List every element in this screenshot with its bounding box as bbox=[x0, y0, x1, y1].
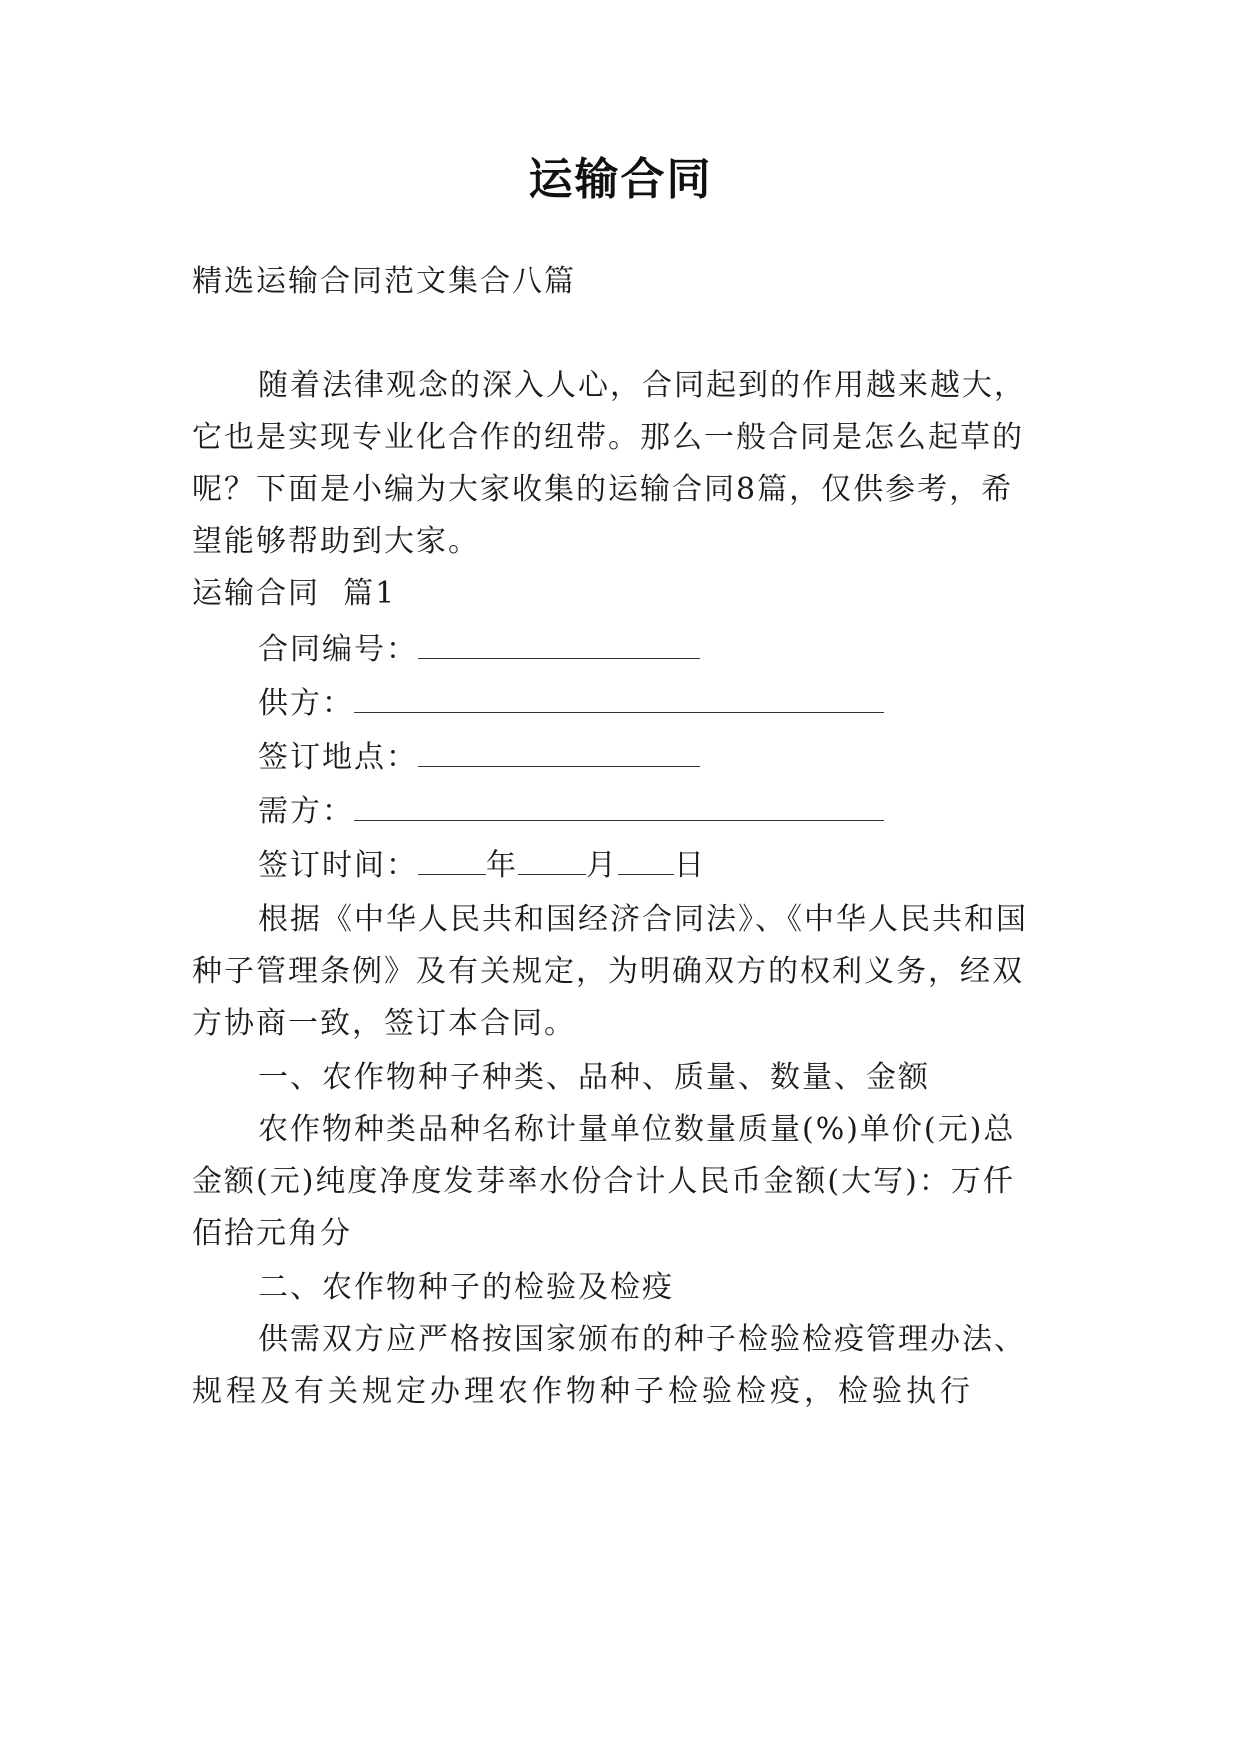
buyer-field bbox=[258, 792, 884, 832]
sign-place-blank bbox=[418, 738, 700, 767]
subtitle: 精选运输合同范文集合八篇 bbox=[192, 264, 576, 299]
clause1-line-2: 金额(元)纯度净度发芽率水份合计人民币金额(大写)：万仟 bbox=[192, 1164, 1015, 1199]
month-blank bbox=[518, 846, 586, 875]
supplier-field bbox=[258, 684, 884, 724]
clause1-line-1: 农作物种类品种名称计量单位数量质量(%)单价(元)总 bbox=[258, 1112, 1016, 1147]
contract-number-blank bbox=[418, 630, 700, 659]
clause1-heading: 一、农作物种子种类、品种、质量、数量、金额 bbox=[258, 1060, 930, 1095]
contract-number-field bbox=[258, 630, 700, 670]
intro-line-2: 它也是实现专业化合作的纽带。那么一般合同是怎么起草的 bbox=[192, 420, 1024, 455]
sign-place-field bbox=[258, 738, 700, 778]
year-blank bbox=[418, 846, 486, 875]
basis-line-3: 方协商一致，签订本合同。 bbox=[192, 1006, 576, 1041]
clause2-heading: 二、农作物种子的检验及检疫 bbox=[258, 1270, 674, 1305]
section-heading: 运输合同 篇1 bbox=[192, 576, 397, 611]
month-label: 月 bbox=[586, 848, 618, 883]
basis-line-1: 根据《中华人民共和国经济合同法》、《中华人民共和国 bbox=[258, 902, 1028, 937]
clause2-line-1: 供需双方应严格按国家颁布的种子检验检疫管理办法、 bbox=[258, 1322, 1026, 1357]
buyer-blank bbox=[354, 792, 884, 821]
intro-line-3: 呢？下面是小编为大家收集的运输合同8篇，仅供参考，希 bbox=[192, 472, 1014, 507]
contract-number-label: 合同编号： bbox=[258, 632, 418, 667]
sign-time-field bbox=[258, 846, 706, 886]
document-title: 运输合同 bbox=[528, 154, 713, 205]
buyer-label: 需方： bbox=[258, 794, 354, 829]
sign-place-label: 签订地点： bbox=[258, 740, 418, 775]
intro-line-4: 望能够帮助到大家。 bbox=[192, 524, 480, 559]
intro-line-1: 随着法律观念的深入人心，合同起到的作用越来越大， bbox=[258, 368, 1026, 403]
year-label: 年 bbox=[486, 848, 518, 883]
day-blank bbox=[618, 846, 674, 875]
basis-line-2: 种子管理条例》及有关规定，为明确双方的权利义务，经双 bbox=[192, 954, 1024, 989]
sign-time-label: 签订时间： bbox=[258, 848, 418, 883]
supplier-blank bbox=[354, 684, 884, 713]
day-label: 日 bbox=[674, 848, 706, 883]
clause2-line-2: 规程及有关规定办理农作物种子检验检疫，检验执行 bbox=[192, 1374, 974, 1409]
supplier-label: 供方： bbox=[258, 686, 354, 721]
clause1-line-3: 佰拾元角分 bbox=[192, 1216, 352, 1251]
